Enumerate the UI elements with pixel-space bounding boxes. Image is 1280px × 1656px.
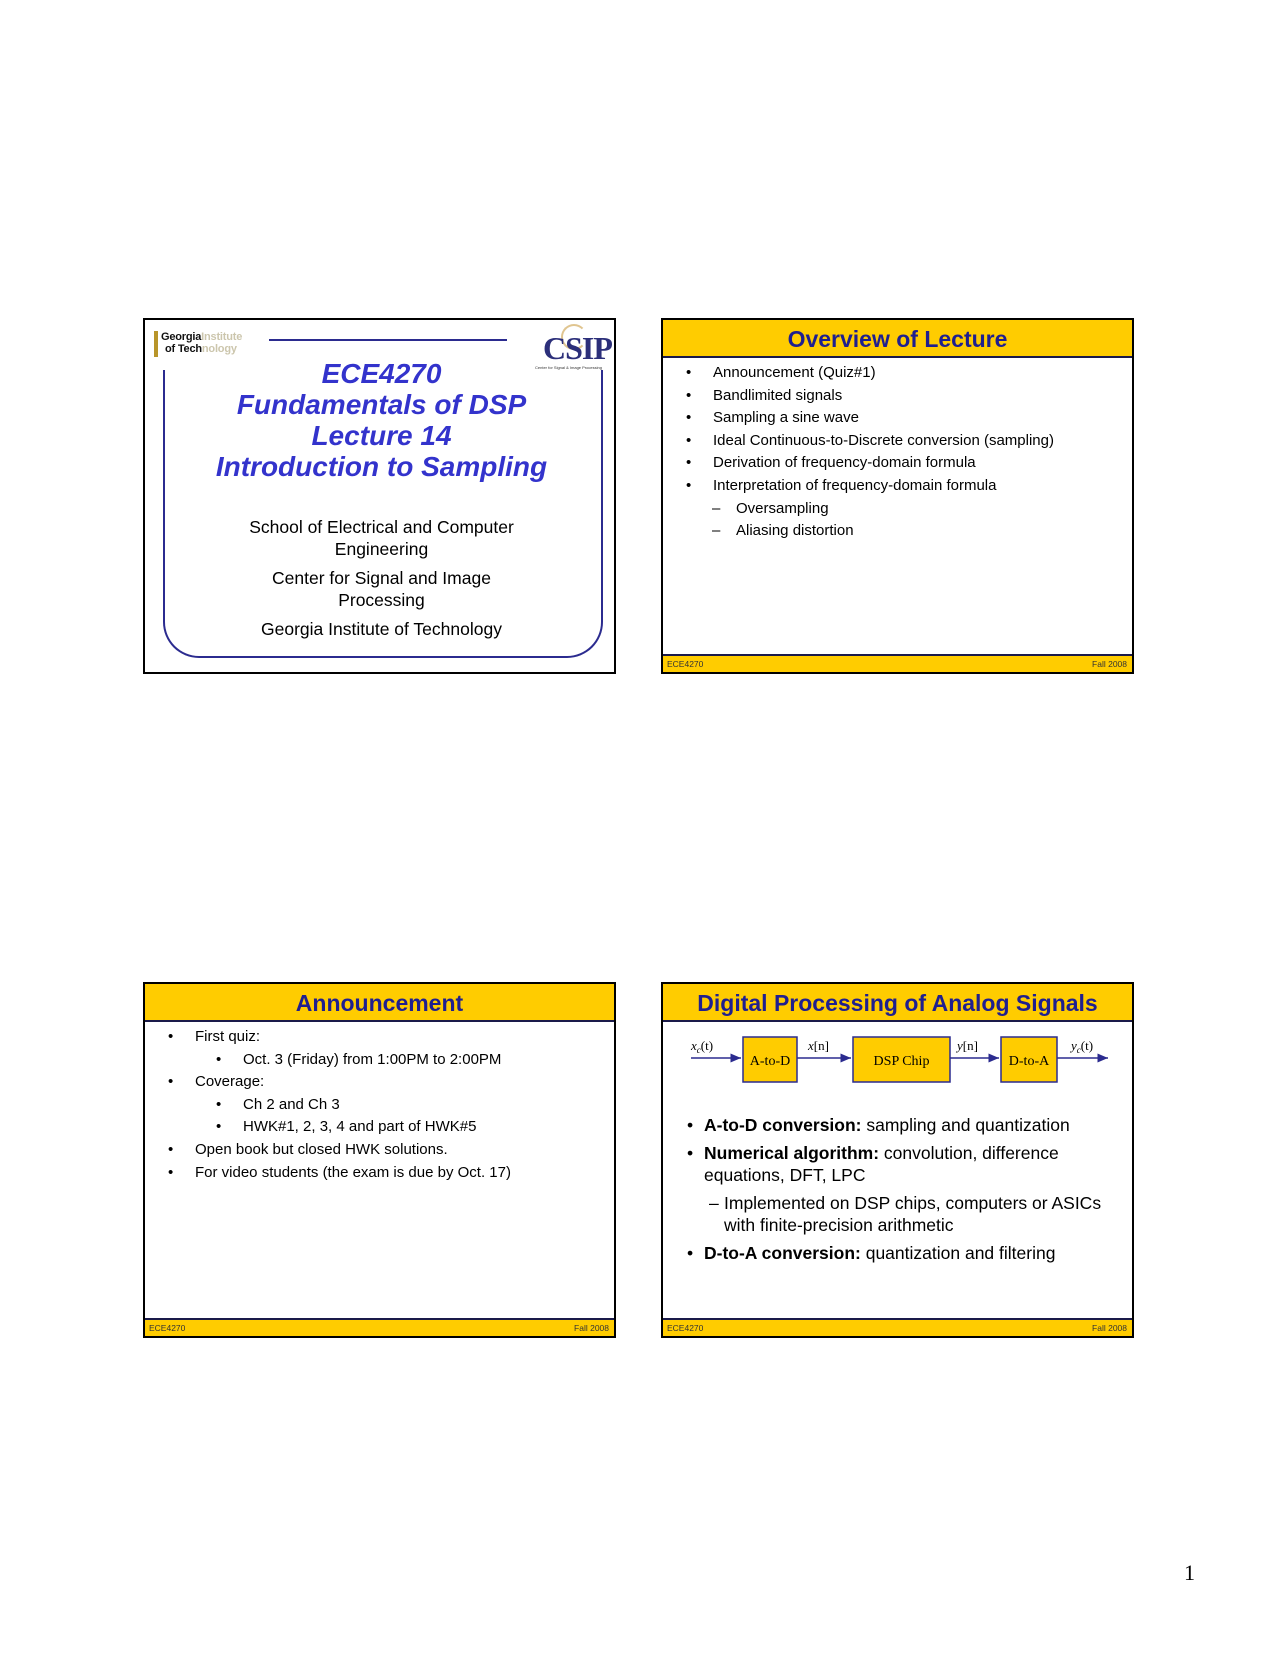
bullet-text: Oct. 3 (Friday) from 1:00PM to 2:00PM (243, 1050, 502, 1068)
bullet-text: Derivation of frequency-domain formula (713, 454, 976, 472)
bullet-term: Numerical algorithm: (704, 1143, 880, 1163)
block-label: DSP Chip (873, 1054, 930, 1069)
list-item (663, 385, 1132, 408)
logo-text: of Tech (165, 343, 202, 355)
bullet-text: Announcement (Quiz#1) (713, 364, 876, 381)
bullet-text: Interpretation of frequency-domain formula (713, 476, 997, 494)
list-item (663, 362, 1132, 385)
footer-term: Fall 2008 (1092, 659, 1127, 669)
title-line: Lecture 14 (311, 420, 452, 451)
title-line: ECE4270 (321, 358, 442, 389)
list-item (145, 1162, 614, 1185)
logo-text: nology (201, 343, 237, 355)
list-item (663, 520, 1132, 543)
block-label: A-to-D (749, 1054, 791, 1069)
bullet-marker: • (686, 431, 692, 449)
footer-term: Fall 2008 (574, 1323, 609, 1333)
bullet-marker: • (686, 409, 692, 427)
list-item (145, 1116, 614, 1139)
list-item (145, 1026, 614, 1049)
slide-announcement (143, 982, 616, 1338)
list-item (663, 1114, 1132, 1136)
georgia-tech-logo (151, 325, 263, 359)
header-rule (269, 339, 507, 341)
bullet-text: Oversampling (736, 499, 829, 517)
bullet-marker: – (709, 1193, 719, 1213)
bullet-marker: • (216, 1050, 222, 1068)
bullet-text: Open book but closed HWK solutions. (195, 1140, 448, 1158)
footer-course: ECE4270 (149, 1323, 186, 1333)
list-item (663, 498, 1132, 521)
bullet-marker: • (216, 1095, 222, 1113)
signal-label: $y_c(t)$ (1071, 1038, 1094, 1055)
footer-term: Fall 2008 (1092, 1323, 1127, 1333)
list-item (145, 1139, 614, 1162)
slide-heading: Digital Processing of Analog Signals (663, 984, 1132, 1022)
slide-title-page (143, 318, 616, 674)
bullet-list (663, 1114, 1132, 1270)
bullet-marker: • (168, 1028, 174, 1045)
bullet-marker: • (686, 386, 692, 404)
page-number: 1 (1184, 1560, 1195, 1585)
slide-heading: Overview of Lecture (663, 320, 1132, 358)
bullet-text: Aliasing distortion (736, 522, 854, 540)
affiliation-line: Georgia Institute of Technology (261, 619, 502, 639)
slide-digital-processing (661, 982, 1134, 1338)
bullet-marker: • (687, 1115, 694, 1135)
list-item (663, 1242, 1132, 1264)
bullet-text: Ch 2 and Ch 3 (243, 1095, 340, 1113)
bullet-marker: • (168, 1140, 174, 1158)
affiliation (145, 516, 616, 647)
list-item (145, 1071, 614, 1094)
signal-label: $x_c(t)$ (691, 1038, 714, 1055)
bullet-text: Implemented on DSP chips, computers or ASICs with finite-precision arithmetic (724, 1193, 1102, 1235)
bullet-term: D-to-A conversion: (704, 1243, 861, 1263)
bullet-text: First quiz: (195, 1028, 261, 1045)
bullet-marker: • (687, 1243, 694, 1263)
logo-text: Institute (201, 331, 243, 343)
footer-course: ECE4270 (667, 659, 704, 669)
signal-label: x[n] (808, 1038, 829, 1053)
bullet-term: A-to-D conversion: (704, 1115, 862, 1135)
csip-logo-subtitle: Center for Signal & Image Processing (535, 365, 602, 370)
bullet-text: quantization and filtering (860, 1243, 1056, 1263)
logo-text: Georgia (161, 331, 202, 343)
sub-list-item (663, 1192, 1132, 1236)
bullet-text: HWK#1, 2, 3, 4 and part of HWK#5 (243, 1118, 477, 1136)
signal-chain-diagram (663, 1024, 1132, 1104)
bullet-marker: – (712, 499, 721, 517)
affiliation-line: Center for Signal and Image Processing (272, 568, 491, 610)
bullet-list (663, 362, 1132, 543)
bullet-marker: • (686, 454, 692, 472)
title-line: Fundamentals of DSP (236, 389, 527, 420)
bullet-marker: • (216, 1118, 222, 1136)
bullet-text: For video students (the exam is due by Oct. 17) (195, 1163, 511, 1181)
bullet-marker: • (686, 364, 692, 381)
affiliation-line: School of Electrical and Computer Engineering (249, 517, 514, 559)
bullet-text: Coverage: (195, 1073, 265, 1091)
bullet-text: sampling and quantization (861, 1115, 1070, 1135)
csip-logo-word: CSIP (543, 330, 612, 366)
list-item (663, 452, 1132, 475)
slide-footer (145, 1318, 614, 1336)
slide-overview (661, 318, 1134, 674)
footer-course: ECE4270 (667, 1323, 704, 1333)
slide-heading: Announcement (145, 984, 614, 1022)
list-item (663, 430, 1132, 453)
slide-footer (663, 654, 1132, 672)
list-item (145, 1049, 614, 1072)
bullet-marker: • (168, 1163, 174, 1181)
title-line: Introduction to Sampling (215, 451, 548, 482)
bullet-list (145, 1026, 614, 1184)
lecture-title (145, 358, 616, 482)
bullet-text: Ideal Continuous-to-Discrete conversion (sampling) (713, 431, 1054, 449)
list-item (663, 1142, 1132, 1186)
list-item (663, 407, 1132, 430)
list-item (663, 475, 1132, 498)
bullet-marker: • (686, 476, 692, 494)
bullet-marker: • (168, 1073, 174, 1091)
bullet-marker: – (712, 522, 721, 540)
tower-icon (154, 331, 158, 357)
bullet-text: Bandlimited signals (713, 386, 843, 404)
list-item (145, 1094, 614, 1117)
bullet-text: Sampling a sine wave (713, 409, 859, 427)
signal-label: y[n] (957, 1038, 978, 1053)
bullet-text: convolution, difference equations, DFT, LPC (704, 1143, 1059, 1185)
bullet-marker: • (687, 1143, 694, 1163)
block-label: D-to-A (1008, 1054, 1050, 1069)
slide-footer (663, 1318, 1132, 1336)
